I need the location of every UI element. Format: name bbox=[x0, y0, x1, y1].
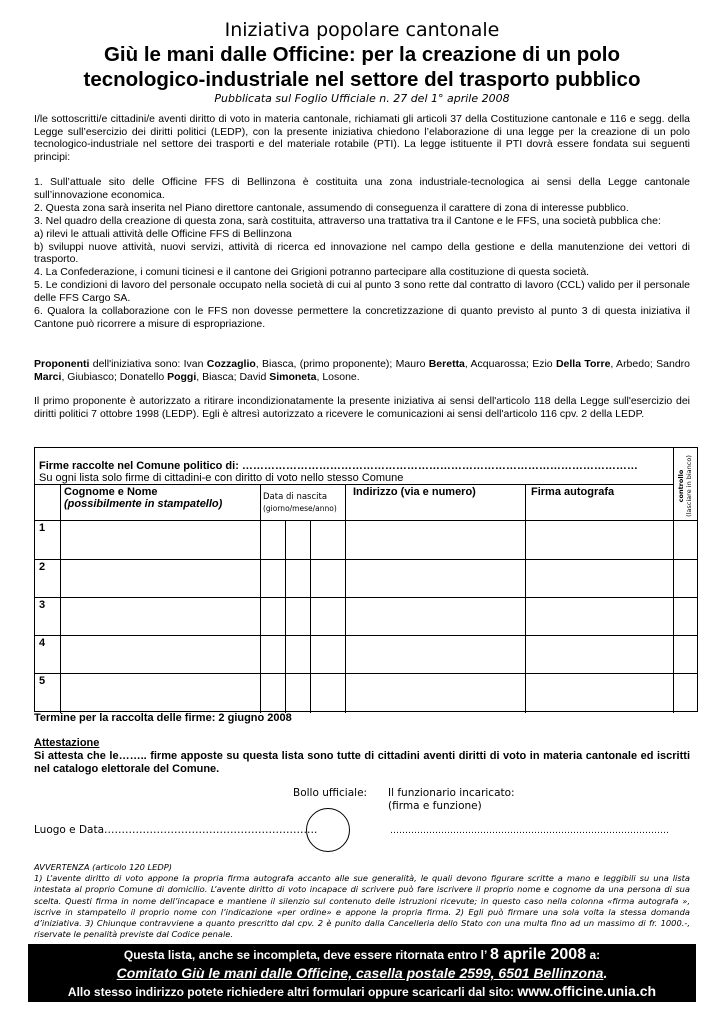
row-number: 3 bbox=[39, 599, 46, 611]
principle-item: 5. Le condizioni di lavoro del personale occupato nella società di cui al punto 3 sono rette dal contratto di lavoro (CCL) valido per il personale delle FFS Cargo SA. bbox=[34, 279, 690, 305]
row-number: 2 bbox=[39, 561, 46, 573]
proponent-name: Poggi bbox=[167, 370, 197, 383]
official-sublabel: (firma e funzione) bbox=[388, 800, 482, 812]
control-column-header bbox=[673, 448, 697, 520]
principle-item: 3. Nel quadro della creazione di questa zona, sarà costituita, attraverso una trattativa tra il Cantone e le FFS, una società pubblica che: bbox=[34, 214, 661, 227]
table-col-rule bbox=[285, 520, 286, 713]
address-cell[interactable] bbox=[346, 521, 524, 558]
website-link[interactable]: www.officine.unia.ch bbox=[517, 983, 657, 999]
footer-return-text: Questa lista, anche se incompleta, deve essere ritornata entro l’ bbox=[123, 948, 491, 962]
proponents-text: , Biasca, (primo proponente); Mauro bbox=[255, 358, 429, 370]
table-col-rule bbox=[260, 484, 261, 713]
proponents-text: dell'iniziativa sono: Ivan bbox=[89, 358, 207, 370]
proponent-name: Cozzaglio bbox=[206, 358, 256, 370]
col-date-subheader: (giorno/mese/anno) bbox=[263, 504, 337, 513]
page-header bbox=[0, 18, 724, 105]
control-label: controllo bbox=[677, 469, 685, 503]
footer-line2 bbox=[28, 964, 696, 982]
signature-table bbox=[34, 447, 698, 712]
col-date-header: Data di nascita bbox=[263, 492, 328, 502]
proponents-text: , Biasca; David bbox=[196, 370, 270, 383]
principle-item: 1. Sull’attuale sito delle Officine FFS di Bellinzona è costituita una zona industriale-tecnologica ai sensi della Legge cantonale sull’innovazione economica. bbox=[34, 176, 690, 201]
initiative-pretitle: Iniziativa popolare cantonale bbox=[224, 19, 500, 41]
name-cell[interactable] bbox=[61, 521, 259, 558]
table-rule bbox=[35, 635, 697, 636]
proponents-text: , Arbedo; Sandro bbox=[610, 358, 690, 370]
commune-label[interactable]: Firme raccolte nel Comune politico di: ……………………………………………………………………………………………… bbox=[39, 460, 638, 472]
col-name-subheader: (possibilmente in stampatello) bbox=[64, 498, 223, 510]
commune-note: Su ogni lista solo firme di cittadini-e con diritto di voto nello stesso Comune bbox=[39, 472, 404, 484]
principles-list bbox=[34, 176, 690, 331]
publication-note: Pubblicata sul Foglio Ufficiale n. 27 del 1° aprile 2008 bbox=[214, 92, 510, 105]
table-col-rule bbox=[60, 484, 61, 713]
proponent-name: Della Torre bbox=[555, 358, 611, 370]
proponent-name: Marci bbox=[34, 370, 62, 383]
footer-line3 bbox=[28, 982, 696, 1001]
proponent-name: Simoneta bbox=[269, 370, 317, 383]
return-address-footer bbox=[28, 944, 696, 1002]
table-rule bbox=[35, 673, 697, 674]
table-col-rule bbox=[345, 484, 346, 713]
proponent-name: Beretta bbox=[428, 358, 465, 370]
intro-paragraph: I/le sottoscritti/e cittadini/e aventi diritto di voto in materia cantonale, richiamati gli articoli 37 della Costituzione cantonale e 116 e segg. della Legge sull’esercizio dei diritti politici (LEDP), con la presente iniziativa chiedono l’elaborazione di una legge per la creazione di un polo tecnologico-industriale nel settore dei trasporti e del materiale rotabile (PTI). La legge istituente il PTI dovrà essere fondata sui seguenti principi: bbox=[34, 113, 690, 163]
proponents-text: , Acquarossa; Ezio bbox=[464, 358, 556, 370]
table-col-rule bbox=[310, 520, 311, 713]
col-name-header: Cognome e Nome bbox=[64, 486, 158, 498]
official-seal-label: Bollo ufficiale: bbox=[293, 787, 368, 799]
attestation-text: Si attesta che le…….. firme apposte su questa lista sono tutte di cittadini aventi diritti di voto in materia cantonale ed iscritti nel catalogo elettorale del Comune. bbox=[34, 750, 690, 775]
col-signature-header: Firma autografa bbox=[531, 486, 615, 498]
principle-item: 4. La Confederazione, i comuni ticinesi e il cantone dei Grigioni potranno partecipare alla costituzione di questa società. bbox=[34, 266, 590, 279]
col-address-header: Indirizzo (via e numero) bbox=[353, 486, 476, 498]
row-number: 1 bbox=[39, 522, 46, 534]
place-date-field[interactable]: Luogo e Data……………………………………………………. bbox=[34, 824, 318, 836]
footer-return-suffix: a: bbox=[586, 948, 601, 962]
table-col-rule bbox=[673, 448, 674, 713]
initiative-title-line2: tecnologico-industriale nel settore del trasporto pubblico bbox=[83, 68, 641, 91]
official-label: Il funzionario incaricato: bbox=[388, 787, 515, 799]
withdraw-paragraph: Il primo proponente è autorizzato a ritirare incondizionatamente la presente iniziativa ai sensi dell'articolo 118 della Legge sull'esercizio dei diritti politici 7 ottobre 1998 (LEDP). Egli è altresì autorizzato a ricevere le comunicazioni ai sensi dell'articolo 116 cpv. 2 della LEDP. bbox=[34, 395, 690, 420]
control-sublabel: (lasciare in bianco) bbox=[685, 455, 693, 517]
table-rule bbox=[35, 597, 697, 598]
deadline-text: Termine per la raccolta delle firme: 2 giugno 2008 bbox=[34, 712, 292, 724]
proponents-paragraph bbox=[34, 358, 690, 383]
principle-item: 2. Questa zona sarà inserita nel Piano direttore cantonale, assumendo di conseguenza il carattere di zona di interesse pubblico. bbox=[34, 201, 629, 214]
table-col-rule bbox=[525, 484, 526, 713]
committee-address-end: . bbox=[603, 965, 608, 981]
warning-text: 1) L’avente diritto di voto appone la propria firma autografa accanto alle sue generalità, le quali devono figurare scritte a mano e leggibili su una lista intestata al proprio Comune di domicilio. L’avente diritto di voto incapace di scrivere può fare iscrivere il proprio nome e cognome da una persona di sua scelta. Questi firma in nome dell’incapace e mantiene il silenzio sul contenuto delle istruzioni ricevute; in questo caso nella colonna «firma autografa », iscrive in stampatello il proprio nome con l’indicazione «per ordine» e appone la propria firma. 2) Egli può firmare una sola volta la stessa domanda d’iniziativa. 3) Chiunque contravviene a quanto prescritto dal cpv. 2 è punito dalla Cancelleria dello Stato con una multa fino ad un massimo di fr. 1000.-, riservate le penalità previste dal Codice penale. bbox=[34, 873, 690, 940]
row-number: 5 bbox=[39, 675, 46, 687]
footer-return-date: 8 aprile 2008 bbox=[490, 946, 587, 963]
committee-address: Comitato Giù le mani dalle Officine, casella postale 2599, 6501 Bellinzona bbox=[116, 965, 604, 981]
proponents-text: , Giubiasco; Donatello bbox=[61, 370, 168, 383]
principle-item: 6. Qualora la collaborazione con le FFS non dovesse permettere la concretizzazione di quanto previsto al punto 3 di questa iniziativa il Cantone può ricorrere a misure di espropriazione. bbox=[34, 305, 690, 330]
warning-title: AVVERTENZA (articolo 120 LEDP) bbox=[34, 862, 173, 872]
signature-cell[interactable] bbox=[526, 521, 672, 558]
footer-line1 bbox=[28, 946, 696, 964]
table-rule bbox=[35, 484, 673, 485]
proponents-label: Proponenti bbox=[34, 358, 90, 370]
proponents-text: , Losone. bbox=[316, 370, 360, 383]
footer-download-text: Allo stesso indirizzo potete richiedere altri formulari oppure scaricarli dal sito: bbox=[67, 985, 518, 999]
principle-item: a) rilevi le attuali attività delle Officine FFS di Bellinzona bbox=[34, 227, 292, 240]
table-rule bbox=[35, 559, 697, 560]
official-signature-line[interactable]: ………………………………………………………………………………… bbox=[390, 826, 669, 836]
principle-item: b) sviluppi nuove attività, nuovi servizi, attività di ricerca ed innovazione nel campo della gestione e della manutenzione dei vettori di trasporto. bbox=[34, 240, 690, 266]
attestation-title: Attestazione bbox=[34, 737, 100, 749]
initiative-title-line1: Giù le mani dalle Officine: per la creazione di un polo bbox=[103, 43, 620, 66]
row-number: 4 bbox=[39, 637, 46, 649]
